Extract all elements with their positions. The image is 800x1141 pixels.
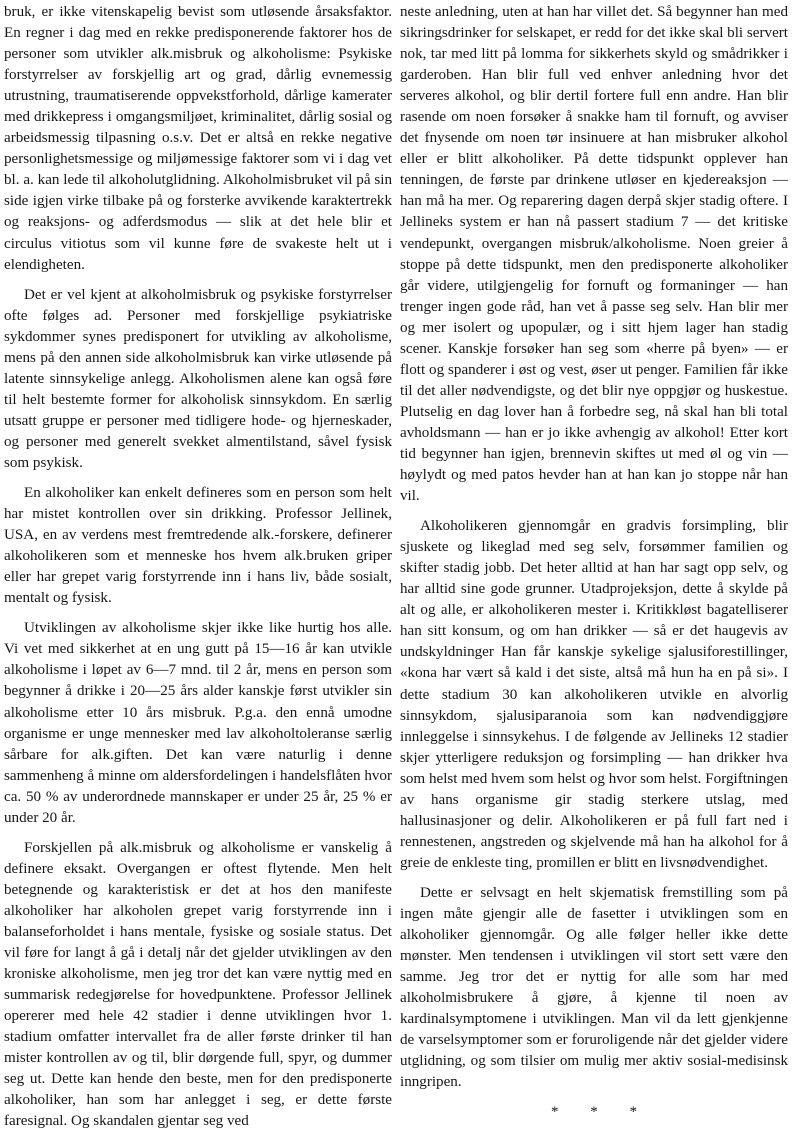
left-column	[4, 2, 392, 1141]
paragraph: neste anledning, uten at han har villet det. Så begynner han med sikringsdrinker for selskapet, er redd for det ikke skal bli servert nok, tar med litt på lomma for sikkerhets skyld og smådrikker i garderoben. Han blir full ved enhver anledning hvor det serveres alkohol, og blir dertil fortere full enn andre. Han blir rasende om noen forsøker å snakke ham til fornuft, og avviser det fnysende om noen tør insinuere at han misbruker alkohol eller er blitt alkoholiker. På dette tidspunkt opplever han tenningen, de første par drinkene utløser en kjedereaksjon — han må ha mer. Og reparering dagen derpå skjer stadig oftere. I Jellineks system er han nå passert stadium 7 — det kritiske vendepunkt, overgangen misbruk/alkoholisme. Noen greier å stoppe på dette tidspunkt, men den predisponerte alkoholiker går videre, utilgjengelig for fornuft og formaninger — han trenger ingen gode råd, han vet å passe seg selv. Han blir mer og mer isolert og upopulær, og i sitt hjem lager han stadig scener. Kanskje forsøker han seg som «herre på byen» — er flott og spanderer i øst og vest, øser ut penger. Familien får ikke til det aller nødvendigste, og det blir nye oppgjør og huskestue. Plutselig en dag lover han å forbedre seg, nå skal han bli total avholdsmann — han er jo ikke avhengig av alkohol! Etter kort tid begynner han igjen, brennevin skiftes ut med øl og vin — høylydt og med patos hevder han at han kan jo stoppe når han vil.	[400, 4, 788, 505]
paragraph: Forskjellen på alk.misbruk og alkoholisme er vanskelig å definere eksakt. Overgangen er oftest flytende. Men helt betegnende og karakteristisk er det at hos den manifeste alkoholiker har alkoholen grepet varig forstyrrende inn i balanseforholdet i hans mentale, fysiske og sosiale status. Det vil føre for langt å gå i detalj når det gjelder utviklingen av den kroniske alkoholisme, men jeg tror det kan være nyttig med en summarisk redegjørelse for hovedpunktene. Professor Jellinek opererer med hele 42 stadier i denne utviklingen hvor 1. stadium omfatter intervallet fra de aller første drinker til han mister kontrollen av og til, blir dørgende full, spyr, og dummer seg ut. Dette kan hende den beste, men for den predisponerte alkoholiker, han som har anlegget i seg, er dette første faresignal. Og skandalen gjentar seg ved	[4, 839, 392, 1130]
section-end-mark: * * *	[551, 1104, 651, 1121]
paragraph: Alkoholikeren gjennomgår en gradvis forsimpling, blir sjuskete og likeglad med seg selv, forsømmer familien og skifter stadig jobb. Det heter alltid at han har sagt opp selv, og har alltid sine gode grunner. Utadprojeksjon, dette å skylde på alt og alle, er alkoholikeren mester i. Kritikkløst bagatelliserer han sitt konsum, og om han drikker — så er det haugevis av undskyldninger Han får kanskje sykelige sjalusiforestillinger, «kona har vært så kald i det siste, altså må hun ha en på si». I dette stadium 30 kan alkoholikeren utvikle en alvorlig sinnsykdom, sjalusiparanoia som kan nødvendiggjøre innleggelse i sinnsykehus. I de følgende av Jellineks 12 stadier skjer ytterligere reduksjon og forsimpling — han drikker hva som helst med hvem som helst og hvor som helst. Forgiftningen av hans organisme gir stadig sterkere utslag, med hallusinasjoner og delir. Alkoholikeren er på full fart ned i rennestenen, angstreden og skjelvende må han ha alkohol for å greie de enkleste ting, promillen er blitt en livsnødvendighet.	[400, 518, 788, 871]
right-column	[400, 2, 788, 1122]
paragraph: bruk, er ikke vitenskapelig bevist som utløsende årsaksfaktor. En regner i dag med en rekke predisponerende faktorer hos de personer som utvikler alk.misbruk og alkoholisme: Psykiske forstyrrelser av forskjellig art og grad, dårlig evnemessig utrustning, traumatiserende oppvekstforhold, dårlige kamerater med drikkepress i omgangsmiljøet, kriminalitet, dårlig sosial og arbeidsmessig tilpasning o.s.v. Det er altså en rekke negative personlighetsmessige og miljømessige faktorer som vi i dag vet bl. a. kan lede til alkoholutglidning. Alkoholmisbruket vil på sin side igjen virke tilbake på og forsterke avvikende karaktertrekk og reaksjons- og adferdsmodus — slik at det hele blir et circulus vitiotus som vil kunne føre de svakeste helt ut i elendigheten.	[4, 4, 392, 273]
paragraph: En alkoholiker kan enkelt defineres som en person som helt har mistet kontrollen over sin drikking. Professor Jellinek, USA, en av verdens mest fremtredende alk.-forskere, definerer alkoholikeren som et menneske hos hvem alk.bruken griper eller har grepet varig forstyrrende inn i hans liv, både sosialt, mentalt og fysisk.	[4, 485, 392, 607]
paragraph: Det er vel kjent at alkoholmisbruk og psykiske forstyrrelser ofte følges ad. Personer med forskjellige psykiatriske sykdommer synes predisponert for utvikling av alkoholisme, mens på den annen side alkoholmisbruk kan virke utløsende på latente sinnsykelige anlegg. Alkoholismen alene kan også føre til helt bestemte former for alkoholisk sinnsykdom. En særlig utsatt gruppe er personer med tidligere hode- og hjerneskader, og personer med generelt svekket almentilstand, såvel fysisk som psykisk.	[4, 286, 392, 471]
paragraph: Utviklingen av alkoholisme skjer ikke like hurtig hos alle. Vi vet med sikkerhet at en ung gutt på 15—16 år kan utvikle alkoholisme i løpet av 6—7 mnd. til 2 år, mens en person som begynner å drikke i 20—25 års alder kanskje først utvikler sin alkoholisme etter 10 års misbruk. P.g.a. den ennå umodne organisme er unge mennesker med lav alkoholtoleranse særlig sårbare for alk.giften. Det kan være naturlig i denne sammenheng å minne om aldersfordelingen i handelsflåten hvor ca. 50 % av underordnede mannskaper er under 25 år, 25 % er under 20 år.	[4, 620, 392, 826]
paragraph: Dette er selvsagt en helt skjematisk fremstilling som på ingen måte gjengir alle de fasetter i utviklingen som en alkoholiker gjennomgår. Og alle følger heller ikke dette mønster. Men tendensen i utviklingen vil stort sett være den samme. Jeg tror det er nyttig for alle som har med alkoholmisbrukere å gjøre, å kjenne til noen av kardinalsymptomene i utviklingen. Man vil da lett gjenkjenne de varselsymptomer som er foruroligende når det gjelder videre utglidning, og som tilsier om mulig mer aktiv sosial-medisinsk inngripen.	[400, 884, 788, 1091]
